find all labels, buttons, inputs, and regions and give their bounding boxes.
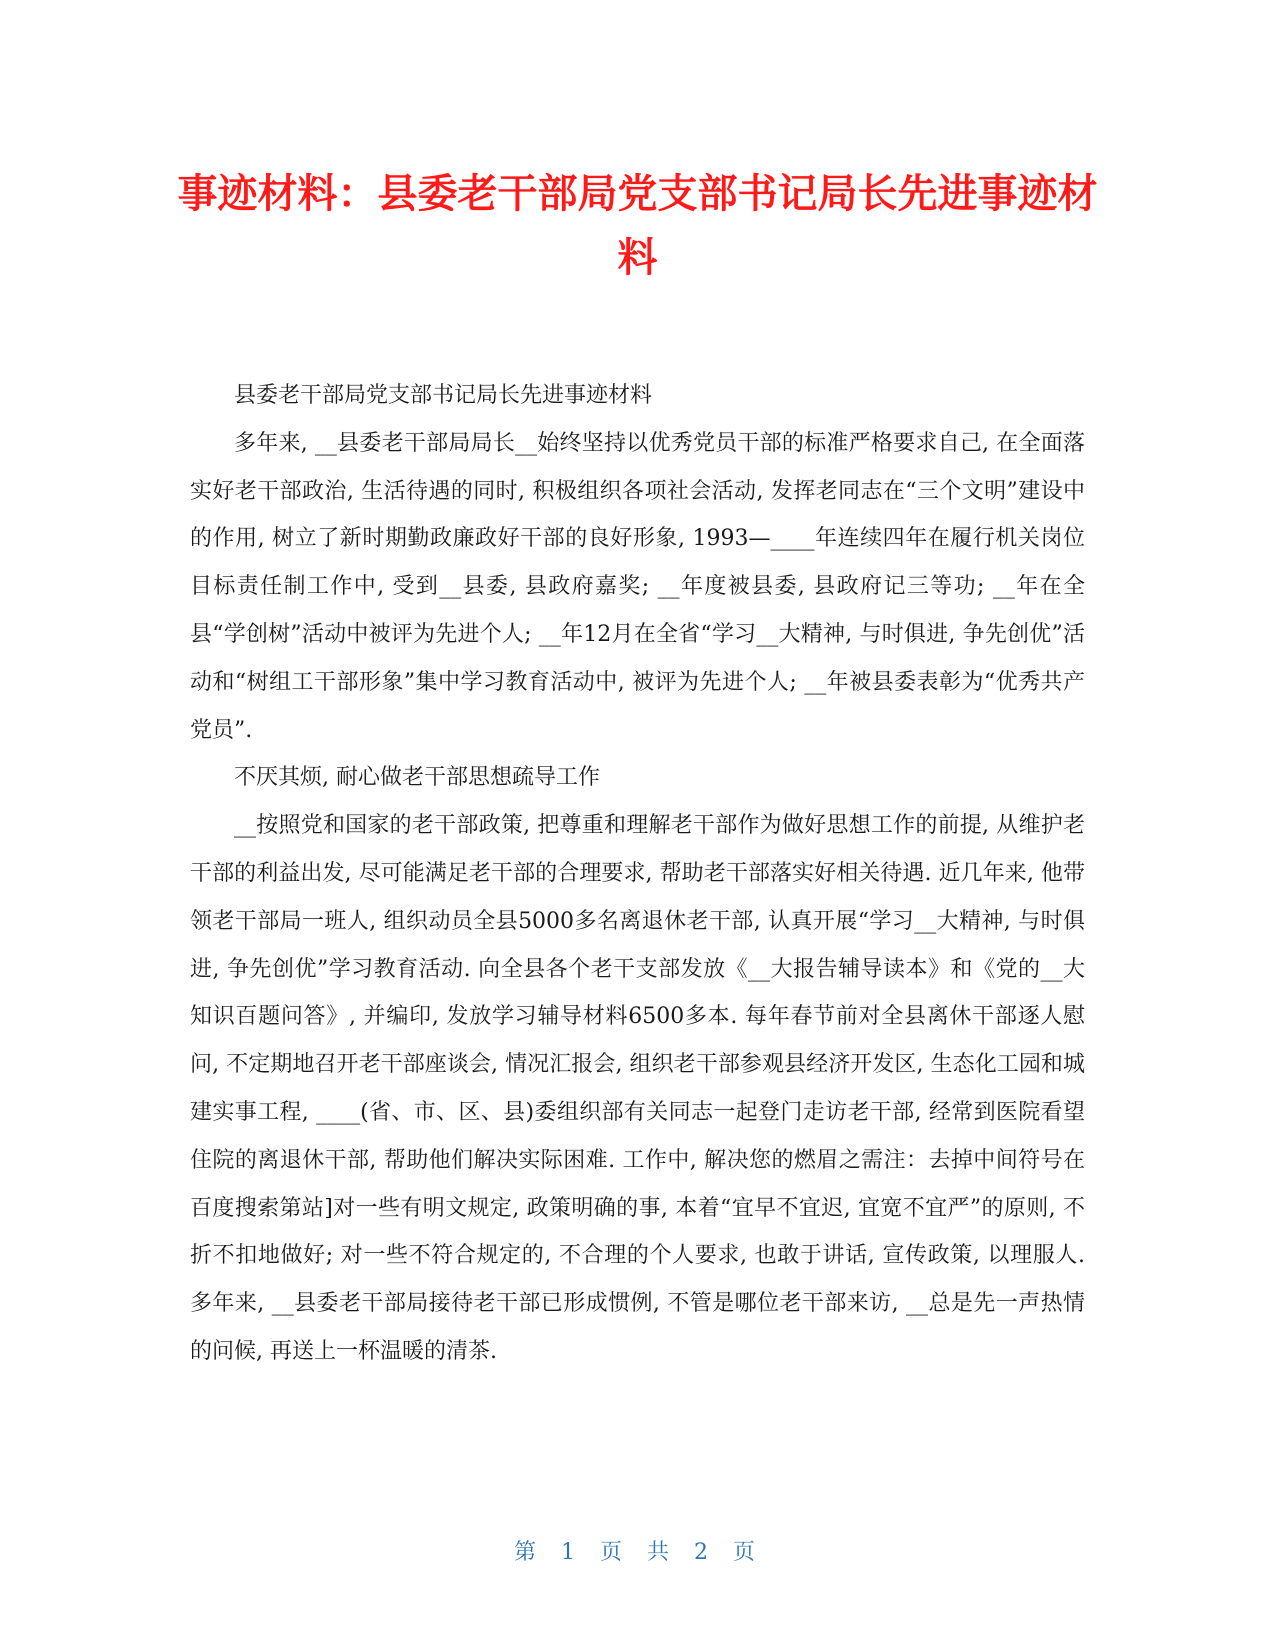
page-number-footer: 第 1 页 共 2 页 <box>514 1540 761 1565</box>
intro-paragraph: 多年来, __县委老干部局局长__始终坚持以优秀党员干部的标准严格要求自己, 在全面落实好老干部政治, 生活待遇的同时, 积极组织各项社会活动, 发挥老同志在“三个文明”建设中的作用, 树立了新时期勤政廉政好干部的良好形象, 1993—____年连续四年在履行机关岗位目标责任制工作中, 受到__县委, 县政府嘉奖; __年度被县委, 县政府记三等功; __年在全县“学创树”活动中被评为先进个人; __年12月在全省“学习__大精神, 与时俱进, 争先创优”活动和“树组工干部形象”集中学习教育活动中, 被评为先进个人; __年被县委表彰为“优秀共产党员”. <box>190 430 1085 743</box>
subtitle-paragraph: 县委老干部局党支部书记局长先进事迹材料 <box>234 383 653 408</box>
body-paragraph: __按照党和国家的老干部政策, 把尊重和理解老干部作为做好思想工作的前提, 从维护老干部的利益出发, 尽可能满足老干部的合理要求, 帮助老干部落实好相关待遇. 近几年来, 他带领老干部局一班人, 组织动员全县5000多名离退休老干部, 认真开展“学习__大精神, 与时俱进, 争先创优”学习教育活动. 向全县各个老干支部发放《__大报告辅导读本》和《党的__大知识百题问答》, 并编印, 发放学习辅导材料6500多本. 每年春节前对全县离休干部逐人慰问, 不定期地召开老干部座谈会, 情况汇报会, 组织老干部参观县经济开发区, 生态化工园和城建实事工程, ____(省、市、区、县)委组织部有关同志一起登门走访老干部, 经常到医院看望住院的离退休干部, 帮助他们解决实际困难. 工作中, 解决您的燃眉之需注：去掉中间符号在百度搜索第站]对一些有明文规定, 政策明确的事, 本着“宜早不宜迟, 宜宽不宜严”的原则, 不折不扣地做好; 对一些不符合规定的, 不合理的个人要求, 也敢于讲话, 宣传政策, 以理服人. 多年来, __县委老干部局接待老干部已形成惯例, 不管是哪位老干部来访, __总是先一声热情的问候, 再送上一杯温暖的清茶. <box>190 813 1085 1364</box>
section-heading: 不厌其烦, 耐心做老干部思想疏导工作 <box>234 765 600 791</box>
document-body <box>190 372 1085 1376</box>
document-title: 事迹材料：县委老干部局党支部书记局长先进事迹材料 <box>177 171 1098 281</box>
